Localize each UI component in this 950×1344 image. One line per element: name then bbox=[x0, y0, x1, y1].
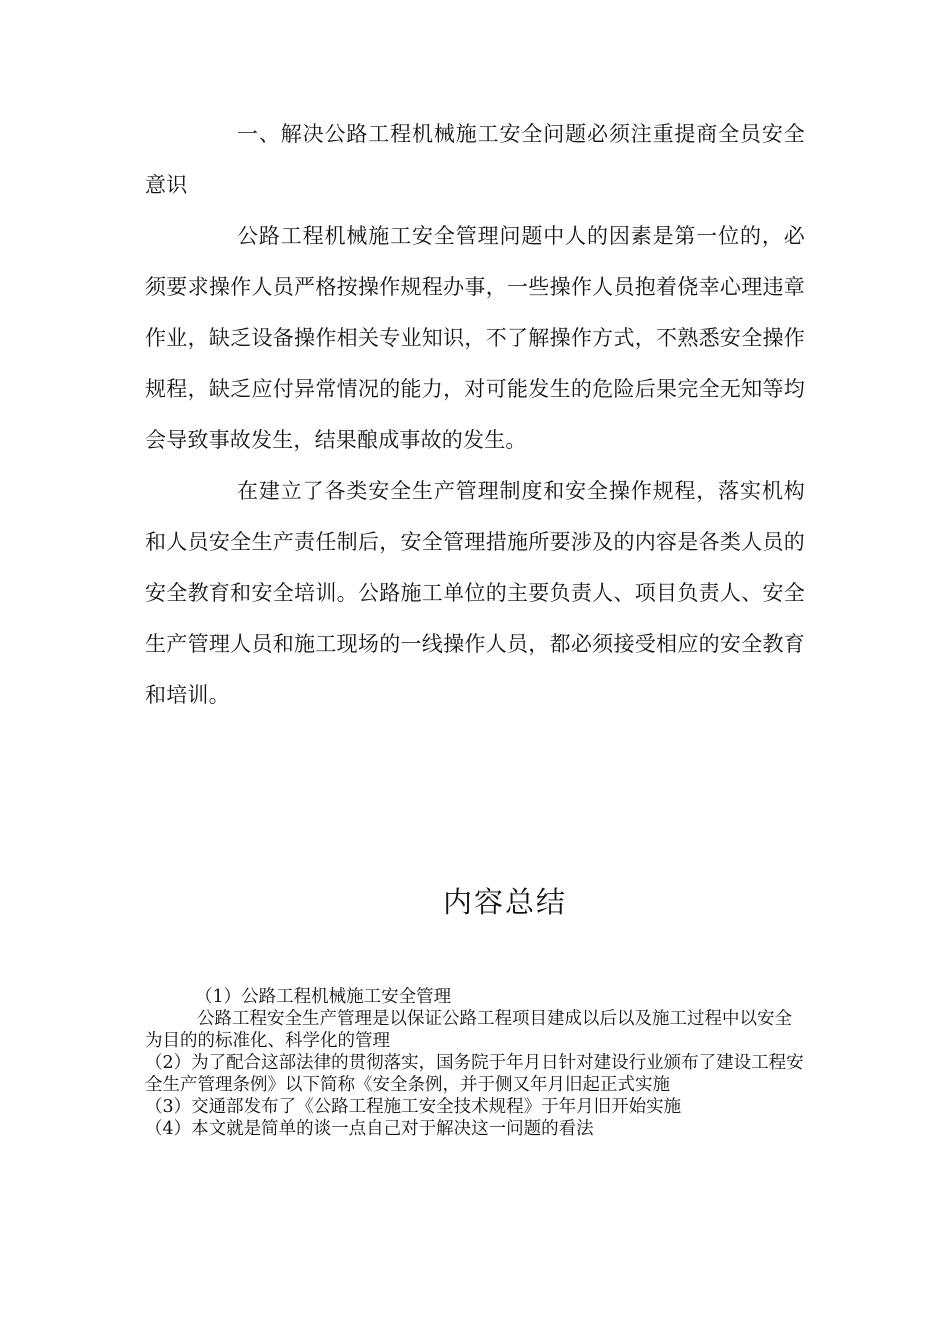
summary-list bbox=[145, 986, 805, 1140]
summary-item: （3）交通部发布了《公路工程施工安全技术规程》于年月旧开始实施 bbox=[145, 1097, 682, 1117]
section-heading: 一、解决公路工程机械施工安全问题必须注重提商全员安全意识 bbox=[145, 122, 805, 197]
paragraph-human-factor: 公路工程机械施工安全管理问题中人的因素是第一位的，必须要求操作人员严格按操作规程办事，一些操作人员抱着侥幸心理违章作业，缺乏设备操作相关专业知识，不了解操作方式，不熟悉安全操作规程，缺乏应付异常情况的能力，对可能发生的危险后果完全无知等均会导致事故发生，结果酿成事故的发生。 bbox=[145, 224, 805, 452]
summary-item: （1）公路工程机械施工安全管理 bbox=[195, 987, 452, 1007]
summary-title: 内容总结 bbox=[442, 885, 567, 919]
summary-item: （2）为了配合这部法律的贯彻落实，国务院于年月日针对建设行业颁布了建设工程安全生产管理条例》以下简称《安全条例，并于侧又年月旧起正式实施 bbox=[145, 1053, 804, 1095]
summary-item: 公路工程安全生产管理是以保证公路工程项目建成以后以及施工过程中以安全为目的的标准化、科学化的管理 bbox=[145, 1009, 792, 1051]
paragraph-safety-training: 在建立了各类安全生产管理制度和安全操作规程，落实机构和人员安全生产责任制后，安全管理措施所要涉及的内容是各类人员的安全教育和安全培训。公路施工单位的主要负责人、项目负责人、安全生产管理人员和施工现场的一线操作人员，都必须接受相应的安全教育和培训。 bbox=[145, 479, 805, 707]
summary-item: （4）本文就是简单的谈一点自己对于解决这一问题的看法 bbox=[145, 1119, 594, 1139]
